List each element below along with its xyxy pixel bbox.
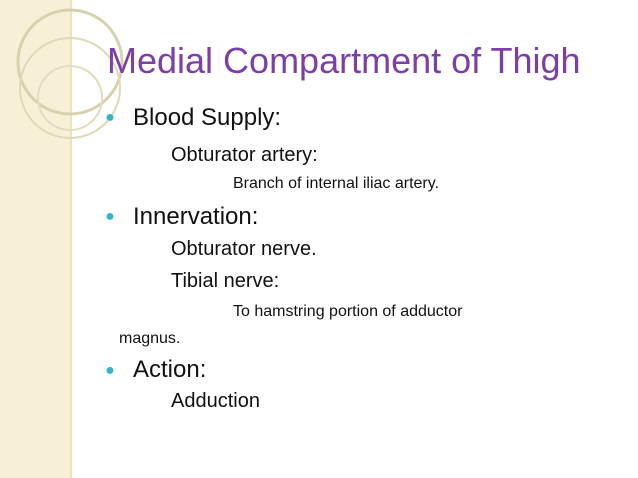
- text-magnus: magnus.: [119, 330, 181, 347]
- slide-title: Medial Compartment of Thigh: [107, 40, 581, 81]
- text-hamstring-portion: To hamstring portion of adductor: [233, 303, 463, 320]
- heading-action: Action:: [133, 356, 207, 383]
- text-obturator-artery: Obturator artery:: [171, 144, 318, 166]
- bullet-icon: ●: [105, 109, 115, 126]
- bullet-icon: ●: [105, 208, 115, 225]
- text-tibial-nerve: Tibial nerve:: [171, 270, 280, 292]
- text-adduction: Adduction: [171, 390, 260, 412]
- text-obturator-nerve: Obturator nerve.: [171, 238, 317, 260]
- heading-innervation: Innervation:: [133, 203, 259, 230]
- text-branch-internal-iliac: Branch of internal iliac artery.: [233, 175, 440, 192]
- bullet-icon: ●: [105, 362, 115, 379]
- heading-blood-supply: Blood Supply:: [133, 104, 282, 131]
